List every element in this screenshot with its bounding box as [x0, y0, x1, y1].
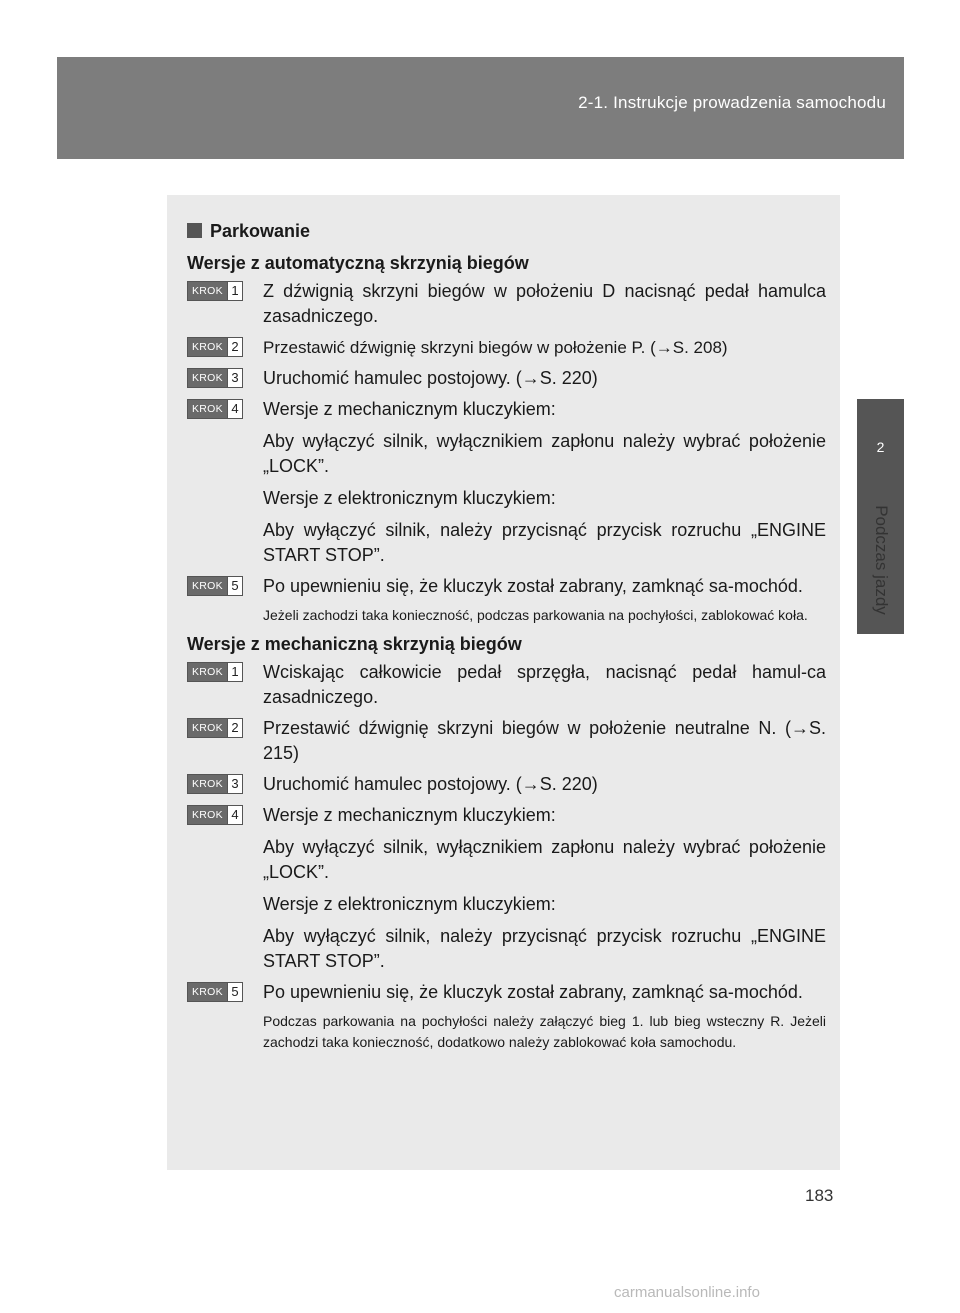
step-text: Po upewnieniu się, że kluczyk został zabrany, zamknąć sa-mochód.	[263, 576, 803, 596]
watermark: carmanualsonline.info	[614, 1284, 760, 1301]
manual-step-1	[187, 660, 826, 710]
auto-step-3	[187, 366, 826, 391]
header-title: 2-1. Instrukcje prowadzenia samochodu	[578, 93, 886, 112]
page-number: 183	[805, 1186, 834, 1205]
step-text: Wersje z elektronicznym kluczykiem:	[263, 488, 556, 508]
auto-title: Wersje z automatyczną skrzynią biegów	[187, 253, 529, 273]
step-badge: KROK 3	[187, 774, 243, 794]
manual-step-3	[187, 772, 826, 797]
step-text: Wersje z mechanicznym kluczykiem:	[263, 399, 556, 419]
auto-step-1	[187, 279, 826, 329]
step-badge: KROK 2	[187, 337, 243, 357]
manual-step-4	[187, 803, 826, 974]
step-text: Wersje z elektronicznym kluczykiem:	[263, 894, 556, 914]
step-badge: KROK 1	[187, 662, 243, 682]
chapter-label-wrap	[857, 480, 904, 640]
step-badge: KROK 4	[187, 399, 243, 419]
auto-step-4	[187, 397, 826, 568]
step-text: Aby wyłączyć silnik, należy przycisnąć przycisk rozruchu „ENGINE START STOP”.	[263, 520, 826, 565]
step-text: Przestawić dźwignię skrzyni biegów w położenie neutralne N. (→S. 215)	[263, 718, 826, 763]
step-text: Wciskając całkowicie pedał sprzęgła, nacisnąć pedał hamul-ca zasadniczego.	[263, 662, 826, 707]
step-text: Przestawić dźwignię skrzyni biegów w położenie P. (→S. 208)	[263, 338, 728, 357]
step-text: Wersje z mechanicznym kluczykiem:	[263, 805, 556, 825]
manual-step-5	[187, 980, 826, 1053]
step-text: Z dźwignią skrzyni biegów w położeniu D nacisnąć pedał hamulca zasadniczego.	[263, 281, 826, 326]
step-badge: KROK 5	[187, 576, 243, 596]
step-note: Jeżeli zachodzi taka konieczność, podczas parkowania na pochyłości, zablokować koła.	[263, 607, 808, 623]
step-badge: KROK 4	[187, 805, 243, 825]
content-inner	[187, 219, 826, 1059]
section-title	[187, 219, 826, 243]
chapter-label: Podczas jazdy	[871, 505, 891, 615]
section-title-text: Parkowanie	[210, 221, 311, 241]
step-text: Aby wyłączyć silnik, wyłącznikiem zapłonu należy wybrać położenie „LOCK”.	[263, 837, 826, 882]
step-badge: KROK 3	[187, 368, 243, 388]
step-text: Aby wyłączyć silnik, wyłącznikiem zapłonu należy wybrać położenie „LOCK”.	[263, 431, 826, 476]
content-box	[167, 195, 840, 1170]
step-note: Podczas parkowania na pochyłości należy załączyć bieg 1. lub bieg wsteczny R. Jeżeli zachodzi taka konieczność, dodatkowo należy zablokować koła samochodu.	[263, 1013, 826, 1050]
step-text: Aby wyłączyć silnik, należy przycisnąć przycisk rozruchu „ENGINE START STOP”.	[263, 926, 826, 971]
header-band	[57, 57, 904, 159]
step-badge: KROK 2	[187, 718, 243, 738]
step-text: Po upewnieniu się, że kluczyk został zabrany, zamknąć sa-mochód.	[263, 982, 803, 1002]
step-text: Uruchomić hamulec postojowy. (→S. 220)	[263, 368, 598, 388]
manual-title: Wersje z mechaniczną skrzynią biegów	[187, 634, 522, 654]
step-badge: KROK 1	[187, 281, 243, 301]
step-text: Uruchomić hamulec postojowy. (→S. 220)	[263, 774, 598, 794]
auto-step-5	[187, 574, 826, 626]
manual-step-2	[187, 716, 826, 766]
chapter-number: 2	[876, 439, 885, 455]
step-badge: KROK 5	[187, 982, 243, 1002]
square-bullet-icon	[187, 223, 202, 238]
auto-step-2	[187, 335, 826, 360]
